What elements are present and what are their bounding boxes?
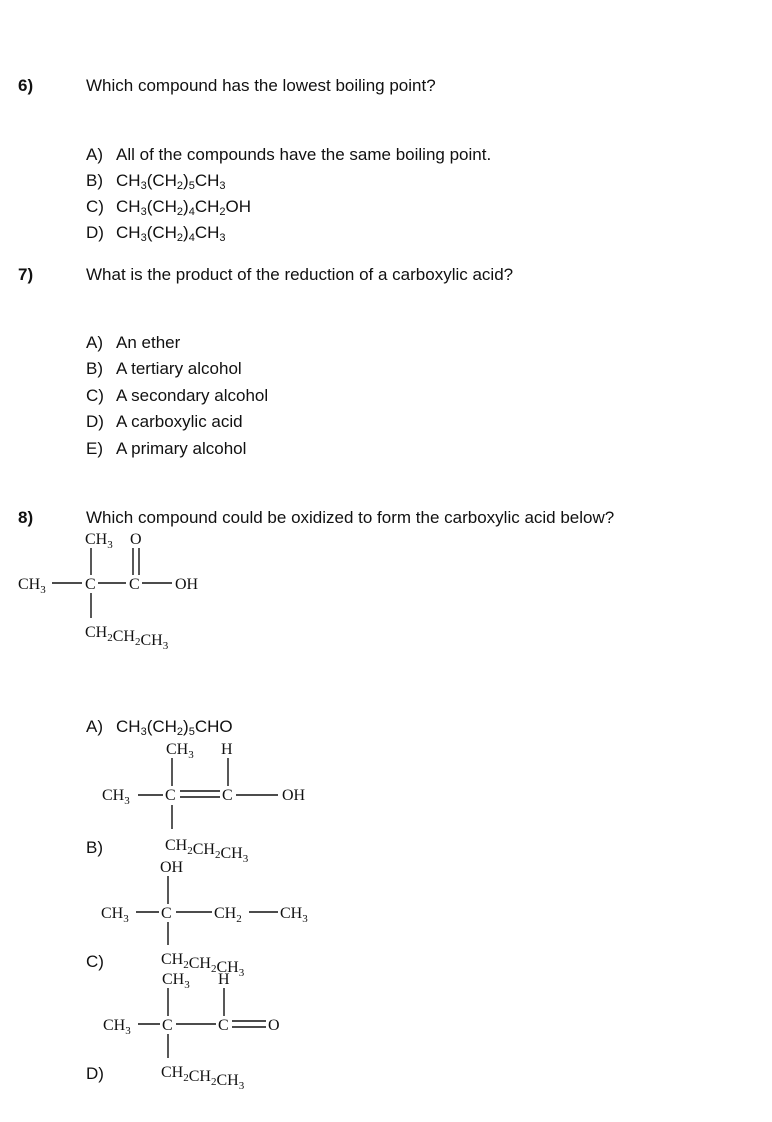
q6-option-c-formula: $CH_3(CH_2)_4CH_2OH$: [116, 197, 252, 218]
option-d-structure: [103, 971, 280, 1092]
target-c1: C: [85, 576, 96, 593]
target-oh: OH: [175, 576, 199, 593]
d-c2: C: [218, 1017, 229, 1034]
q6-option-a-label: A): [86, 145, 103, 164]
q8-option-d-label: D): [86, 1064, 104, 1083]
q6-option-a-text: All of the compounds have the same boiling point.: [116, 145, 492, 164]
target-acid-structure: [18, 531, 199, 652]
option-b-structure: [102, 741, 306, 865]
question-6-text: Which compound has the lowest boiling point?: [86, 76, 436, 95]
question-8-text: Which compound could be oxidized to form the carboxylic acid below?: [86, 508, 615, 527]
q8-option-a-label: A): [86, 717, 103, 736]
d-h-top: H: [218, 971, 230, 988]
q7-option-d-label: D): [86, 412, 104, 431]
q7-option-c-label: C): [86, 386, 104, 405]
q6-option-d-formula: $CH_3(CH_2)_4CH_3$: [116, 223, 226, 244]
d-c1: C: [162, 1017, 173, 1034]
q8-option-c-label: C): [86, 952, 104, 971]
q6-option-b-label: B): [86, 171, 103, 190]
b-ch3-left: $CH_3$: [102, 787, 130, 807]
target-c2: C: [129, 576, 140, 593]
c-c1: C: [161, 905, 172, 922]
target-o-top: O: [130, 531, 142, 548]
c-oh-top: OH: [160, 859, 184, 876]
c-ch2: $CH_2$: [214, 905, 242, 925]
q6-option-c-label: C): [86, 197, 104, 216]
question-7-number: 7): [18, 265, 34, 284]
question-7-text: What is the product of the reduction of a carboxylic acid?: [86, 265, 514, 284]
question-8-number: 8): [18, 508, 34, 527]
c-chain: $CH_2CH_2CH_3$: [161, 951, 245, 979]
q6-option-d-label: D): [86, 223, 104, 242]
d-ch3-left: $CH_3$: [103, 1017, 131, 1037]
target-ch3-top: $CH_3$: [85, 531, 113, 551]
q8-option-b-label: B): [86, 838, 103, 857]
d-chain: $CH_2CH_2CH_3$: [161, 1064, 245, 1092]
q7-option-a-label: A): [86, 333, 103, 352]
b-ch3-top: $CH_3$: [166, 741, 194, 761]
b-chain: $CH_2CH_2CH_3$: [165, 837, 249, 865]
d-ch3-top: $CH_3$: [162, 971, 190, 991]
q7-option-b-label: B): [86, 359, 103, 378]
d-o: O: [268, 1017, 280, 1034]
b-c2: C: [222, 787, 233, 804]
q6-option-b-formula: $CH_3(CH_2)_5CH_3$: [116, 171, 226, 192]
q7-option-e-text: A primary alcohol: [116, 439, 247, 458]
q7-option-a-text: An ether: [116, 333, 181, 352]
target-ch3-left: $CH_3$: [18, 576, 46, 596]
c-ch3-left: $CH_3$: [101, 905, 129, 925]
q7-option-c-text: A secondary alcohol: [116, 386, 269, 405]
q7-option-e-label: E): [86, 439, 103, 458]
target-chain: $CH_2CH_2CH_3$: [85, 624, 169, 652]
option-c-structure: [101, 859, 308, 979]
q8-option-a-formula: $CH_3(CH_2)_5CHO$: [116, 717, 233, 738]
q7-option-b-text: A tertiary alcohol: [116, 359, 242, 378]
question-6-number: 6): [18, 76, 34, 95]
c-ch3-right: $CH_3$: [280, 905, 308, 925]
q7-option-d-text: A carboxylic acid: [116, 412, 243, 431]
b-c1: C: [165, 787, 176, 804]
b-oh: OH: [282, 787, 306, 804]
b-h-top: H: [221, 741, 233, 758]
